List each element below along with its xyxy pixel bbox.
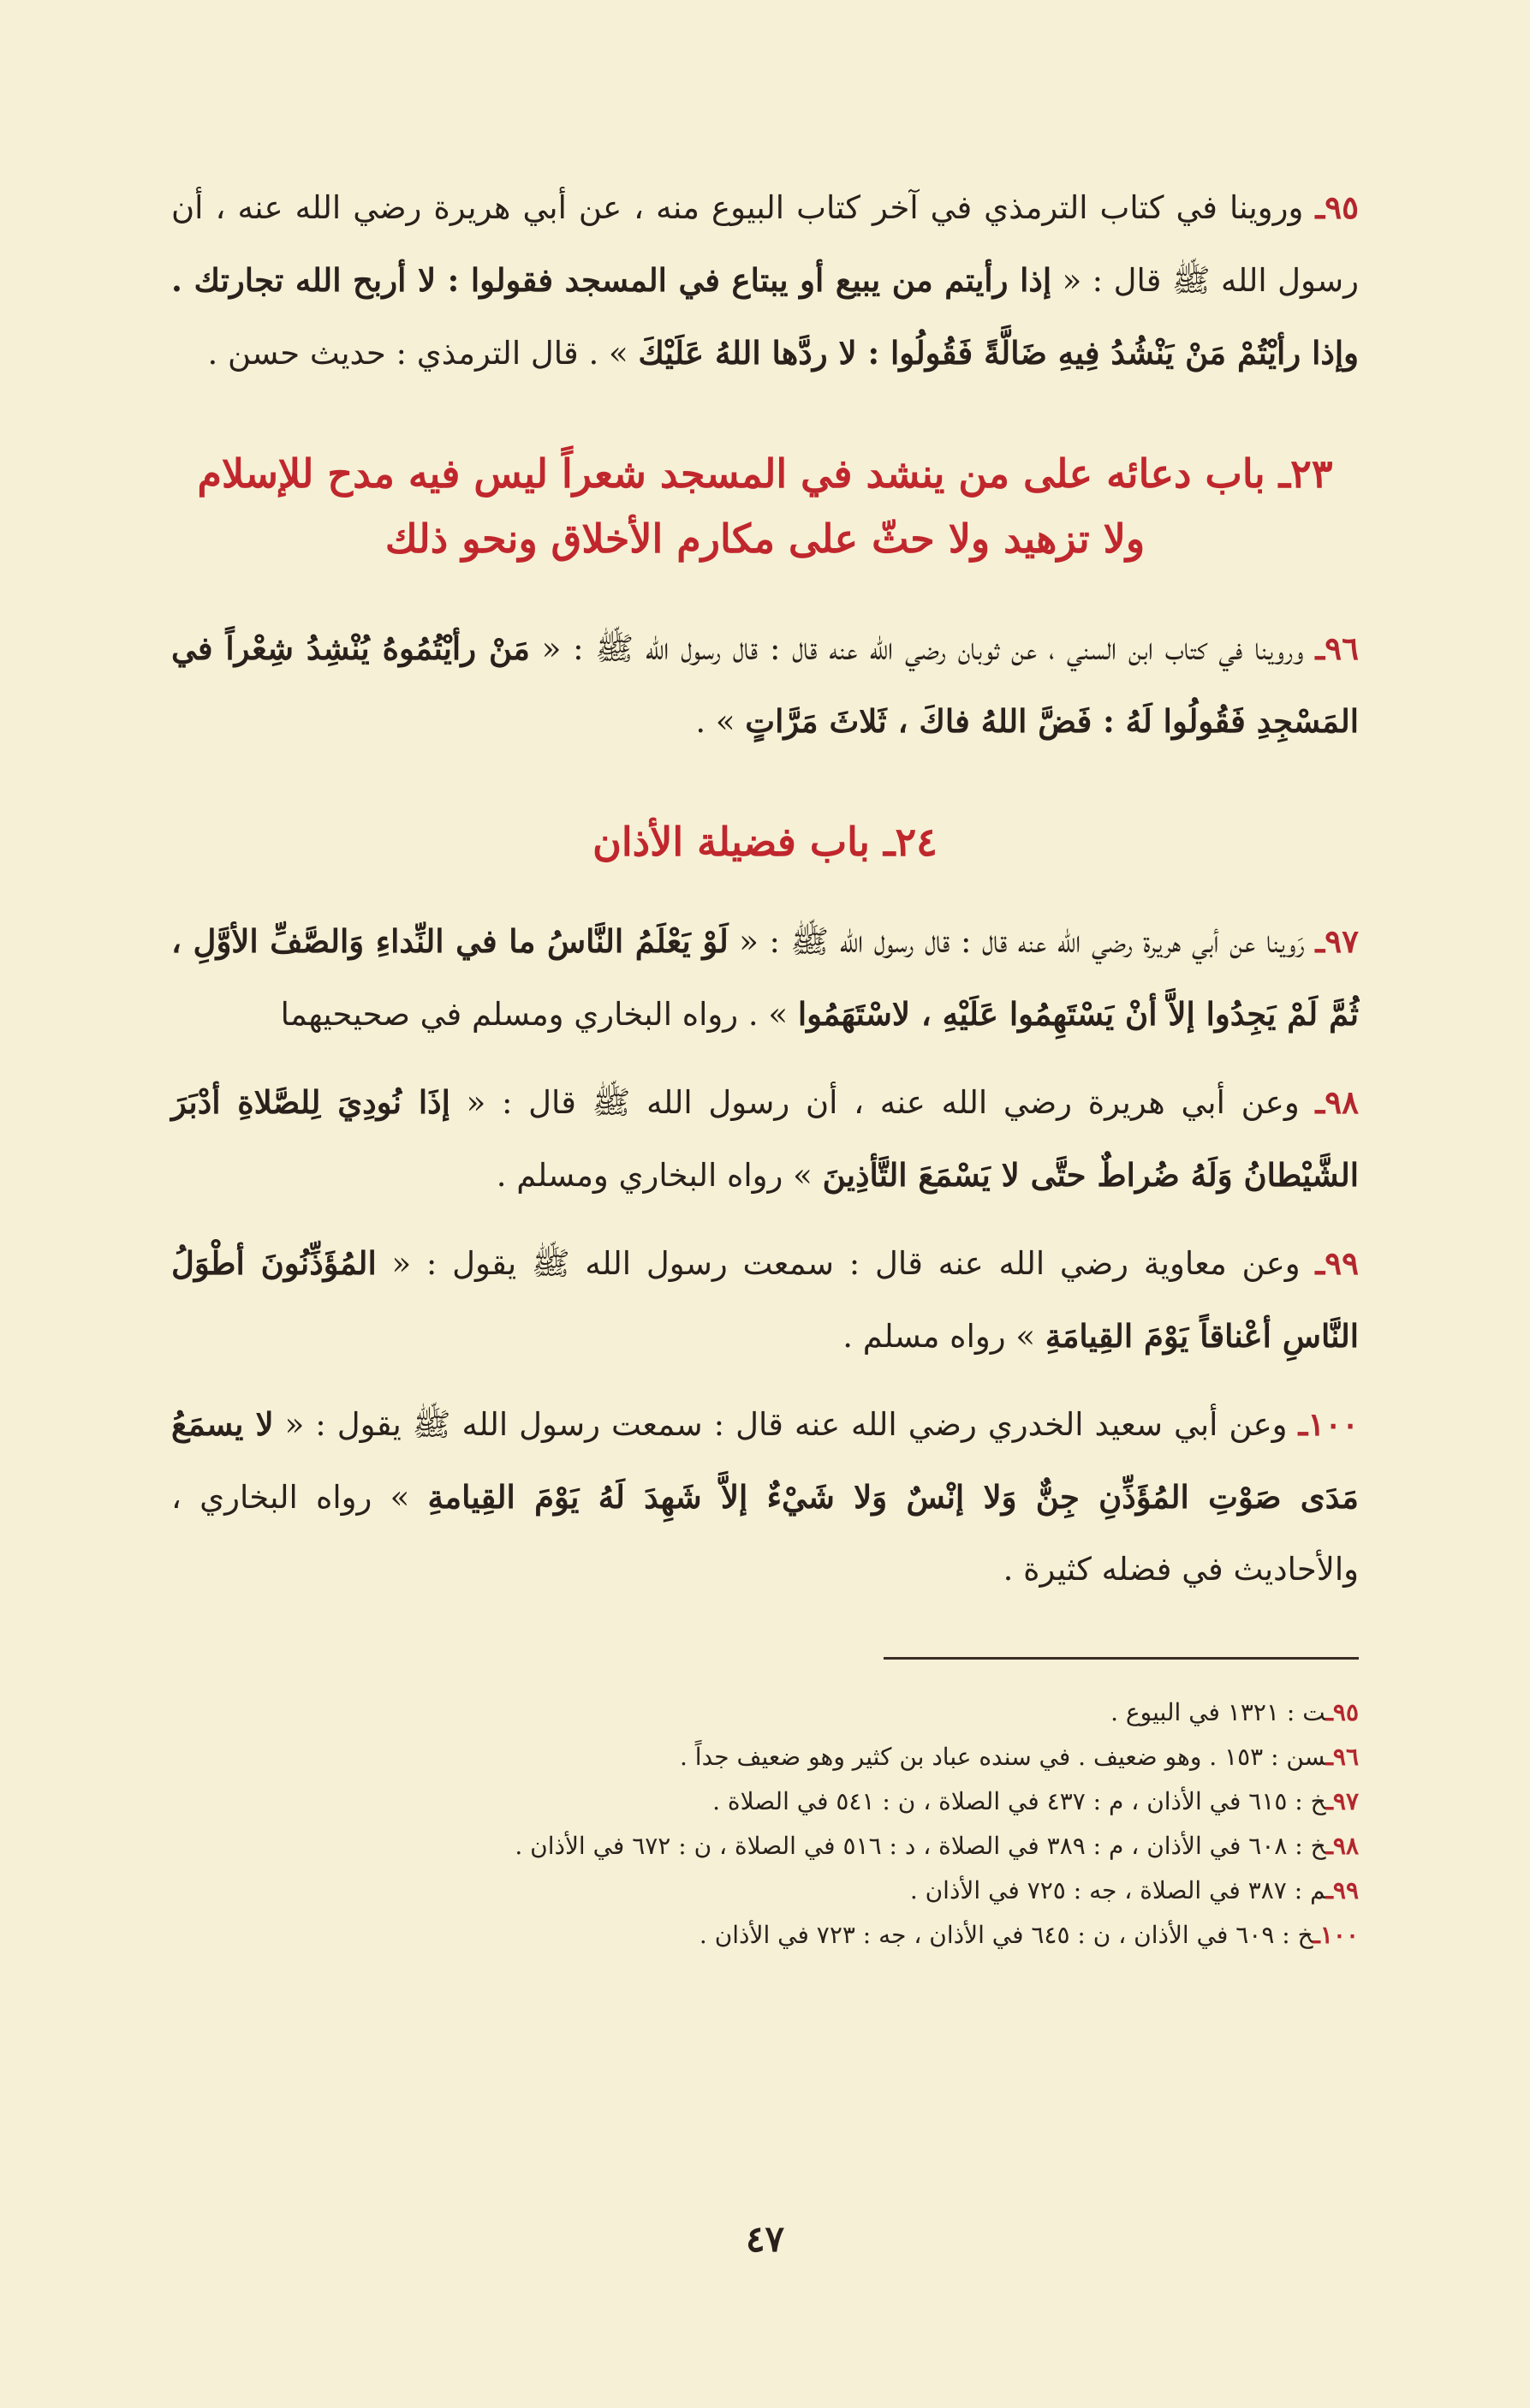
hadith-outro: » . قال الترمذي : حديث حسن . [207,335,639,372]
footnote-divider [884,1657,1359,1660]
footnote-text: خ : ٦٠٩ في الأذان ، ن : ٦٤٥ في الأذان ، جه : ٧٢٣ في الأذان . [699,1921,1313,1949]
chapter-heading-23 [171,441,1359,571]
footnote-number: ٩٦ـ [1325,1743,1359,1771]
hadith-intro: وعن معاوية رضي الله عنه قال : سمعت رسول الله ﷺ يقول : « [376,1245,1316,1282]
footnote-text: خ : ٦١٥ في الأذان ، م : ٤٣٧ في الصلاة ، ن : ٥٤١ في الصلاة . [712,1787,1326,1815]
hadith-quote: إذَا نُودِيَ لِلصَّلاةِ أدْبَرَ الشَّيْطانُ وَلَهُ ضُراطٌ حتَّى لا يَسْمَعَ التَّأذِينَ [171,1083,1359,1194]
hadith-quote: مَنْ رأيْتُمُوهُ يُنْشِدُ شِعْراً في المَسْجِدِ فَقُولُوا لَهُ : فَضَّ اللهُ فاكَ ، ثَلاثَ مَرَّاتٍ [171,629,1359,740]
heading-line-2: ولا تزهيد ولا حثّ على مكارم الأخلاق ونحو ذلك [384,516,1146,562]
hadith-number: ٩٨ـ [1315,1083,1359,1121]
footnote-item [171,1735,1359,1779]
heading-line-1: ٢٤ـ باب فضيلة الأذان [592,819,938,865]
footnote-text: م : ٣٨٧ في الصلاة ، جه : ٧٢٥ في الأذان . [909,1876,1326,1904]
hadith-number: ٩٥ـ [1315,188,1359,226]
footnote-item [171,1913,1359,1958]
footnote-number: ٩٨ـ [1325,1832,1359,1860]
chapter-heading-24 [171,809,1359,874]
hadith-outro: » . [695,703,746,740]
hadith-outro: » . رواه البخاري ومسلم في صحيحيهما [280,996,798,1033]
hadith-paragraph-95 [171,171,1359,390]
hadith-intro: وعن أبي سعيد الخدري رضي الله عنه قال : سمعت رسول الله ﷺ يقول : « [273,1406,1299,1443]
hadith-quote: إذا رأيتم من يبيع أو يبتاع في المسجد فقولوا : لا أربح الله تجارتك . وإذا رأيْتُمْ مَنْ يَنْشُدُ فِيهِ ضَالَّةً فَقُولُوا : لا ردَّها اللهُ عَلَيْكَ [171,261,1359,372]
footnote-number: ٩٥ـ [1325,1698,1359,1726]
hadith-outro: » رواه البخاري ، والأحاديث في فضله كثيرة . [171,1479,1359,1588]
footnote-number: ٩٩ـ [1325,1876,1359,1904]
heading-line-1: ٢٣ـ باب دعائه على من ينشد في المسجد شعراً ليس فيه مدح للإسلام [197,450,1333,497]
hadith-paragraph-96 [171,612,1359,758]
hadith-number: ٩٩ـ [1315,1244,1360,1282]
hadith-outro: » رواه البخاري ومسلم . [496,1157,823,1194]
hadith-paragraph-99 [171,1227,1359,1373]
hadith-number: ٩٦ـ [1315,629,1359,667]
hadith-intro: رَوينا عن أبي هريرة رضي الله عنه قال : قال رسول الله ﷺ : « [728,923,1316,960]
hadith-quote: لَوْ يَعْلَمُ النَّاسُ ما في النِّداءِ وَالصَّفِّ الأوَّلِ ، ثُمَّ لَمْ يَجِدُوا إلاَّ أنْ يَسْتَهِمُوا عَلَيْهِ ، لاسْتَهَمُوا [171,922,1359,1033]
footnotes [171,1690,1359,1958]
hadith-outro: » رواه مسلم . [842,1318,1045,1355]
footnote-number: ٩٧ـ [1325,1787,1359,1815]
footnote-item [171,1869,1359,1913]
footnote-text: سن : ١٥٣ . وهو ضعيف . في سنده عباد بن كثير وهو ضعيف جداً . [679,1743,1326,1771]
footnote-text: خ : ٦٠٨ في الأذان ، م : ٣٨٩ في الصلاة ، د : ٥١٦ في الصلاة ، ن : ٦٧٢ في الأذان . [515,1832,1326,1860]
page-number: ٤٧ [745,2218,785,2260]
hadith-quote: المُؤَذِّنُونَ أطْوَلُ النَّاسِ أعْناقاً يَوْمَ القِيامَةِ [171,1244,1359,1355]
hadith-paragraph-100 [171,1388,1359,1606]
footnote-item [171,1690,1359,1735]
hadith-paragraph-97 [171,905,1359,1051]
hadith-paragraph-98 [171,1066,1359,1212]
footnote-item [171,1824,1359,1869]
hadith-number: ٩٧ـ [1315,922,1359,960]
hadith-intro: وعن أبي هريرة رضي الله عنه ، أن رسول الله ﷺ قال : « [449,1084,1316,1121]
footnote-text: ت : ١٣٢١ في البيوع . [1110,1698,1326,1726]
hadith-number: ١٠٠ـ [1298,1405,1359,1443]
hadith-intro: وروينا في كتاب الترمذي في آخر كتاب البيوع منه ، عن أبي هريرة رضي الله عنه ، أن رسول الله ﷺ قال : « [171,189,1359,299]
hadith-intro: وروينا في كتاب ابن السني ، عن ثوبان رضي الله عنه قال : قال رسول الله ﷺ : « [529,630,1316,667]
footnote-number: ١٠٠ـ [1313,1921,1359,1949]
hadith-quote: لا يسمَعُ مَدَى صَوْتِ المُؤَذِّنِ جِنٌّ وَلا إنْسٌ وَلا شَيْءٌ إلاَّ شَهِدَ لَهُ يَوْمَ القِيامةِ [171,1405,1360,1516]
footnote-item [171,1779,1359,1824]
